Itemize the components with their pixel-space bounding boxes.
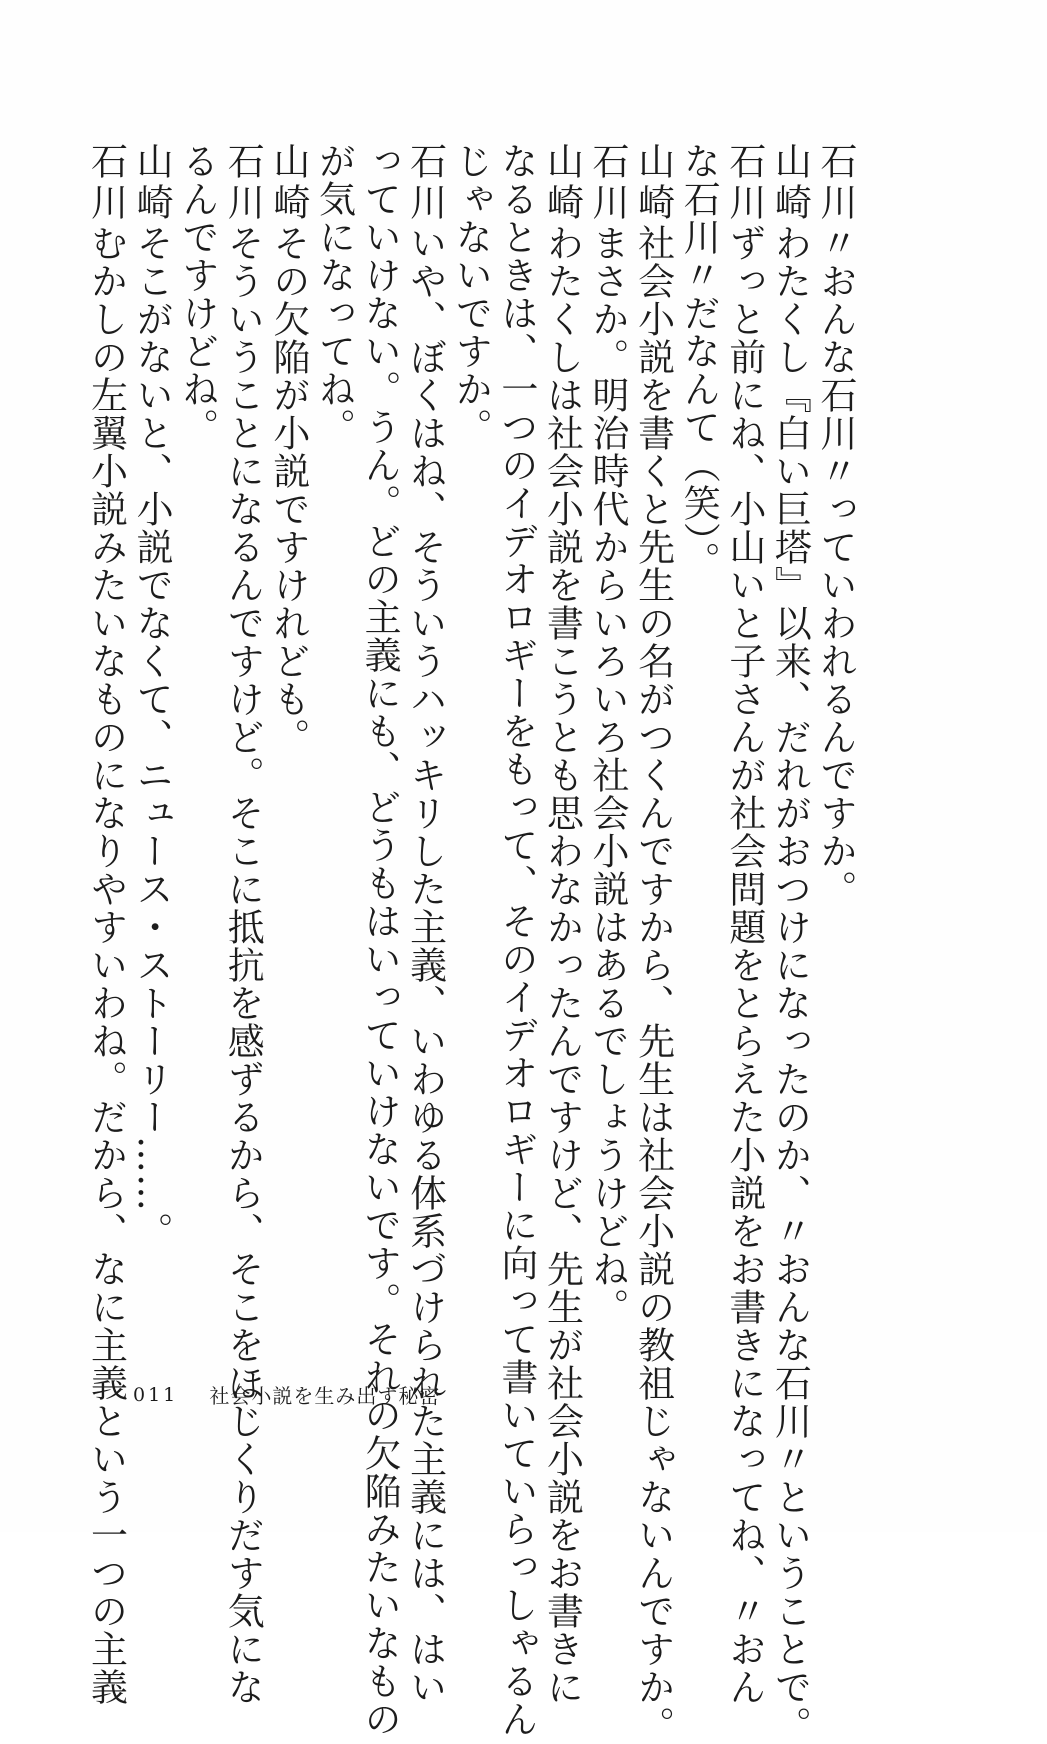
dialogue-text: なるときは、一つのイデオロギーをもって、そのイデオロギーに向って書いていらっしゃるん bbox=[494, 142, 538, 1738]
dialogue-continuation-line bbox=[174, 142, 220, 1312]
dialogue-text: っていけない。うん。どの主義にも、どうもはいっていけないです。それの欠陥みたいなもの bbox=[358, 142, 402, 1738]
dialogue-text: 〃おんな石川〃っていわれるんですか。 bbox=[814, 224, 857, 908]
speaker-name: 石川 bbox=[84, 142, 128, 224]
dialogue-text: いや、ぼくはね、そういうハッキリした主義、いわゆる体系づけられた主義には、はい bbox=[403, 224, 447, 1706]
dialogue-continuation-line bbox=[311, 142, 357, 1312]
speaker-name: 石川 bbox=[722, 142, 766, 224]
dialogue-line bbox=[539, 142, 585, 1706]
running-title: 社会小説を生み出す秘密 bbox=[209, 1384, 441, 1408]
dialogue-text: じゃないですか。 bbox=[449, 142, 493, 446]
dialogue-text: そこがないと、小説でなくて、ニュース・ストーリー……。 bbox=[130, 224, 174, 1250]
dialogue-line bbox=[83, 142, 129, 1706]
dialogue-text: そういうことになるんですけど。そこに抵抗を感ずるから、そこをほじくりだす気にな bbox=[221, 224, 265, 1706]
speaker-name: 山崎 bbox=[540, 142, 584, 224]
dialogue-text: るんですけどね。 bbox=[175, 142, 219, 446]
dialogue-continuation-line bbox=[676, 142, 722, 1312]
dialogue-text: まさか。明治時代からいろいろ社会小説はあるでしょうけどね。 bbox=[586, 224, 630, 1326]
dialogue-text: 社会小説を書くと先生の名がつくんですから、先生は社会小説の教祖じゃないんですか。 bbox=[631, 224, 675, 1744]
dialogue-text: ずっと前にね、小山いと子さんが社会問題をとらえた小説をお書きになってね、〃おん bbox=[722, 224, 766, 1706]
speaker-name: 石川 bbox=[221, 142, 265, 224]
dialogue-line bbox=[220, 142, 266, 1706]
dialogue-continuation-line bbox=[356, 142, 402, 1738]
speaker-name: 石川 bbox=[814, 142, 857, 224]
dialogue-line bbox=[721, 142, 767, 1706]
dialogue-continuation-line bbox=[448, 142, 494, 1312]
dialogue-continuation-line bbox=[493, 142, 539, 1738]
dialogue-line bbox=[767, 142, 813, 1744]
dialogue-line bbox=[812, 142, 858, 1312]
speaker-name: 山崎 bbox=[266, 142, 310, 224]
speaker-name: 山崎 bbox=[768, 142, 812, 224]
dialogue-text: な石川〃だなんて（笑）。 bbox=[677, 142, 721, 580]
page-footer bbox=[133, 1380, 633, 1410]
dialogue-line bbox=[630, 142, 676, 1744]
dialogue-line bbox=[402, 142, 448, 1706]
dialogue-line bbox=[584, 142, 630, 1326]
dialogue-line bbox=[265, 142, 311, 1312]
dialogue-text: むかしの左翼小説みたいなものになりやすいわね。だから、なに主義という一つの主義 bbox=[84, 224, 128, 1706]
speaker-name: 山崎 bbox=[130, 142, 174, 224]
dialogue-text: その欠陥が小説ですけれども。 bbox=[266, 224, 310, 756]
page-number: 011 bbox=[133, 1383, 179, 1406]
dialogue-text: わたくし『白い巨塔』以来、だれがおつけになったのか、〃おんな石川〃ということで。 bbox=[768, 224, 812, 1744]
dialogue-line bbox=[129, 142, 175, 1312]
speaker-name: 石川 bbox=[403, 142, 447, 224]
dialogue-text: わたくしは社会小説を書こうとも思わなかったんですけど、先生が社会小説をお書きに bbox=[540, 224, 584, 1706]
speaker-name: 石川 bbox=[586, 142, 630, 224]
dialogue-text: が気になってね。 bbox=[312, 142, 356, 446]
speaker-name: 山崎 bbox=[631, 142, 675, 224]
